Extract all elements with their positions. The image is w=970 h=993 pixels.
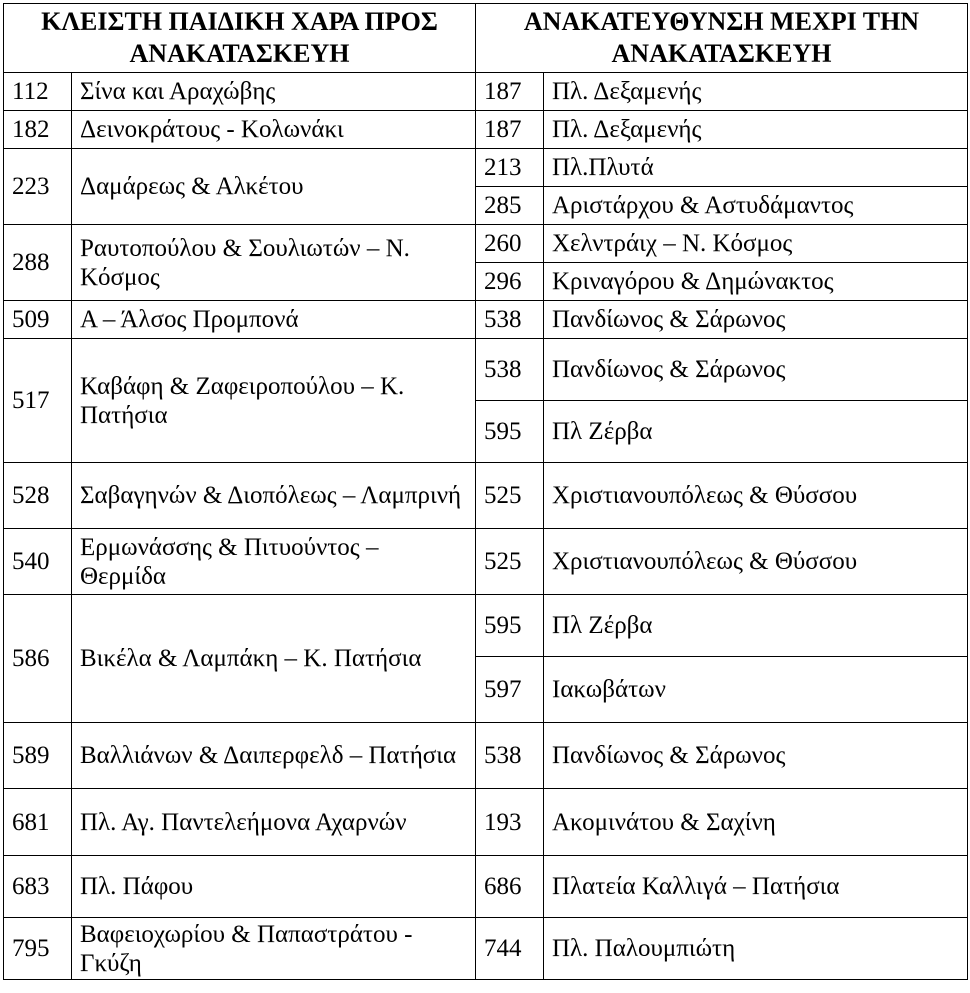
redirect-location: Πλ Ζέρβα xyxy=(544,401,968,463)
table-row xyxy=(4,111,968,149)
closed-playground-number: 681 xyxy=(4,789,72,856)
closed-playground-number: 683 xyxy=(4,856,72,918)
closed-playground-number: 540 xyxy=(4,529,72,595)
redirect-location: Ακομινάτου & Σαχίνη xyxy=(544,789,968,856)
redirect-location: Πανδίωνος & Σάρωνος xyxy=(544,723,968,789)
playground-redirect-table xyxy=(3,3,968,980)
closed-playground-location: Βικέλα & Λαμπάκη – Κ. Πατήσια xyxy=(72,595,476,723)
closed-playground-location: Α – Άλσος Προμπονά xyxy=(72,301,476,339)
redirect-number: 187 xyxy=(476,73,544,111)
redirect-number: 260 xyxy=(476,225,544,263)
redirect-location: Πλ.Πλυτά xyxy=(544,149,968,187)
closed-playground-number: 223 xyxy=(4,149,72,225)
redirect-location: Πλ. Δεξαμενής xyxy=(544,111,968,149)
closed-playground-number: 288 xyxy=(4,225,72,301)
redirect-number: 193 xyxy=(476,789,544,856)
redirect-number: 595 xyxy=(476,595,544,657)
closed-playground-number: 182 xyxy=(4,111,72,149)
closed-playground-location: Πλ. Αγ. Παντελεήμονα Αχαρνών xyxy=(72,789,476,856)
redirect-location: Ιακωβάτων xyxy=(544,657,968,723)
header-closed-playground: ΚΛΕΙΣΤΗ ΠΑΙΔΙΚΗ ΧΑΡΑ ΠΡΟΣ ΑΝΑΚΑΤΑΣΚΕΥΗ xyxy=(4,4,476,73)
redirect-location: Χριστιανουπόλεως & Θύσσου xyxy=(544,529,968,595)
header-row xyxy=(4,4,968,73)
redirect-number: 538 xyxy=(476,301,544,339)
table-row xyxy=(4,339,968,401)
closed-playground-location: Βαλλιάνων & Δαιπερφελδ – Πατήσια xyxy=(72,723,476,789)
redirect-number: 686 xyxy=(476,856,544,918)
redirect-number: 595 xyxy=(476,401,544,463)
redirect-location: Πανδίωνος & Σάρωνος xyxy=(544,339,968,401)
closed-playground-number: 589 xyxy=(4,723,72,789)
redirect-number: 538 xyxy=(476,723,544,789)
table-row xyxy=(4,463,968,529)
closed-playground-location: Ερμωνάσσης & Πιτυούντος – Θερμίδα xyxy=(72,529,476,595)
closed-playground-location: Δεινοκράτους - Κολωνάκι xyxy=(72,111,476,149)
redirect-number: 213 xyxy=(476,149,544,187)
redirect-location: Κριναγόρου & Δημώνακτος xyxy=(544,263,968,301)
redirect-number: 597 xyxy=(476,657,544,723)
closed-playground-number: 112 xyxy=(4,73,72,111)
closed-playground-number: 586 xyxy=(4,595,72,723)
closed-playground-number: 517 xyxy=(4,339,72,463)
closed-playground-number: 795 xyxy=(4,918,72,980)
table-row xyxy=(4,73,968,111)
redirect-location: Πλ Ζέρβα xyxy=(544,595,968,657)
table-row xyxy=(4,225,968,263)
closed-playground-location: Ραυτοπούλου & Σουλιωτών – Ν. Κόσμος xyxy=(72,225,476,301)
redirect-location: Πλ. Δεξαμενής xyxy=(544,73,968,111)
redirect-location: Πλ. Παλουμπιώτη xyxy=(544,918,968,980)
closed-playground-location: Πλ. Πάφου xyxy=(72,856,476,918)
closed-playground-number: 509 xyxy=(4,301,72,339)
redirect-location: Πανδίωνος & Σάρωνος xyxy=(544,301,968,339)
table-row xyxy=(4,529,968,595)
table-row xyxy=(4,723,968,789)
redirect-location: Χελντράιχ – Ν. Κόσμος xyxy=(544,225,968,263)
redirect-number: 296 xyxy=(476,263,544,301)
closed-playground-number: 528 xyxy=(4,463,72,529)
closed-playground-location: Δαμάρεως & Αλκέτου xyxy=(72,149,476,225)
redirect-number: 525 xyxy=(476,529,544,595)
redirect-location: Πλατεία Καλλιγά – Πατήσια xyxy=(544,856,968,918)
redirect-number: 744 xyxy=(476,918,544,980)
header-redirect: ΑΝΑΚΑΤΕΥΘΥΝΣΗ ΜΕΧΡΙ ΤΗΝ ΑΝΑΚΑΤΑΣΚΕΥΗ xyxy=(476,4,968,73)
redirect-number: 525 xyxy=(476,463,544,529)
table-row xyxy=(4,595,968,657)
table-row xyxy=(4,149,968,187)
redirect-number: 538 xyxy=(476,339,544,401)
closed-playground-location: Καβάφη & Ζαφειροπούλου – Κ. Πατήσια xyxy=(72,339,476,463)
redirect-number: 187 xyxy=(476,111,544,149)
table-row xyxy=(4,918,968,980)
closed-playground-location: Σίνα και Αραχώβης xyxy=(72,73,476,111)
redirect-location: Χριστιανουπόλεως & Θύσσου xyxy=(544,463,968,529)
table-row xyxy=(4,789,968,856)
redirect-number: 285 xyxy=(476,187,544,225)
closed-playground-location: Σαβαγηνών & Διοπόλεως – Λαμπρινή xyxy=(72,463,476,529)
table-row xyxy=(4,856,968,918)
redirect-location: Αριστάρχου & Αστυδάμαντος xyxy=(544,187,968,225)
table-row xyxy=(4,301,968,339)
closed-playground-location: Βαφειοχωρίου & Παπαστράτου - Γκύζη xyxy=(72,918,476,980)
